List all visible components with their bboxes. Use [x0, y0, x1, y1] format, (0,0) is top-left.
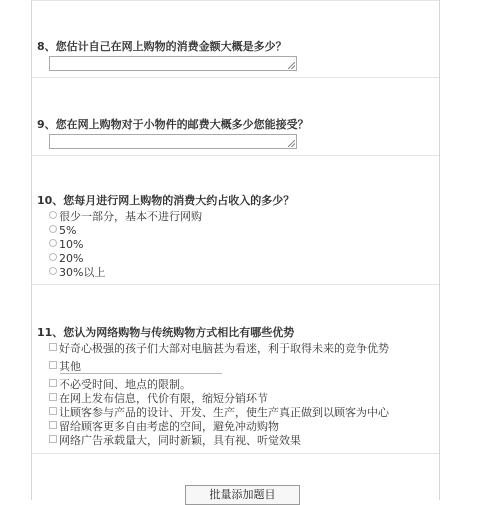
- option-label: 不必受时间、地点的限制。: [59, 378, 191, 391]
- answer-textarea-8[interactable]: [49, 56, 297, 71]
- option-label: 网络广告承载量大，同时新颖，具有视、听觉效果: [59, 434, 301, 447]
- option-label: 10%: [59, 238, 84, 251]
- batch-add-questions-button[interactable]: 批量添加题目: [185, 485, 300, 505]
- separator: [31, 155, 439, 156]
- checkbox-option[interactable]: [49, 434, 301, 447]
- option-label: 20%: [59, 252, 84, 265]
- checkbox-icon[interactable]: [49, 343, 57, 351]
- radio-icon[interactable]: [49, 253, 57, 261]
- radio-option[interactable]: [49, 266, 105, 279]
- checkbox-option[interactable]: [49, 420, 279, 433]
- resize-grip-icon[interactable]: [288, 140, 295, 147]
- checkbox-option-other[interactable]: [49, 360, 81, 373]
- checkbox-icon[interactable]: [49, 379, 57, 387]
- answer-textarea-9[interactable]: [49, 134, 297, 149]
- checkbox-icon[interactable]: [49, 421, 57, 429]
- radio-icon[interactable]: [49, 211, 57, 219]
- resize-grip-icon[interactable]: [288, 62, 295, 69]
- option-label: 很少一部分，基本不进行网购: [59, 210, 202, 223]
- checkbox-icon[interactable]: [49, 407, 57, 415]
- question-title-11: 11、您认为网络购物与传统购物方式相比有哪些优势: [37, 326, 295, 339]
- radio-icon[interactable]: [49, 239, 57, 247]
- separator: [31, 284, 439, 285]
- checkbox-option[interactable]: [49, 342, 389, 355]
- radio-option[interactable]: [49, 210, 202, 223]
- option-label: 5%: [59, 224, 77, 237]
- separator: [31, 0, 439, 1]
- left-border: [31, 0, 32, 500]
- checkbox-option[interactable]: [49, 392, 268, 405]
- radio-icon[interactable]: [49, 267, 57, 275]
- radio-option[interactable]: [49, 224, 76, 237]
- radio-option[interactable]: [49, 238, 83, 251]
- option-label: 其他: [59, 360, 81, 373]
- right-border: [439, 0, 440, 500]
- option-label: 在网上发布信息，代价有限，缩短分销环节: [59, 392, 268, 405]
- option-label: 留给顾客更多自由考虑的空间，避免冲动购物: [59, 420, 279, 433]
- option-label: 让顾客参与产品的设计、开发、生产，使生产真正做到以顾客为中心: [59, 406, 389, 419]
- separator: [31, 453, 439, 454]
- checkbox-icon[interactable]: [49, 435, 57, 443]
- checkbox-icon[interactable]: [49, 393, 57, 401]
- question-title-8: 8、您估计自己在网上购物的消费金额大概是多少？: [37, 40, 287, 53]
- question-title-9: 9、您在网上购物对于小物件的邮费大概多少您能接受？: [37, 118, 309, 131]
- radio-icon[interactable]: [49, 225, 57, 233]
- option-label: 好奇心极强的孩子们大部对电脑甚为看迷，利于取得未来的竞争优势: [59, 342, 389, 355]
- question-title-10: 10、您每月进行网上购物的消费大约占收入的多少？: [37, 194, 295, 207]
- option-label: 30%以上: [59, 266, 106, 279]
- checkbox-option[interactable]: [49, 378, 191, 391]
- checkbox-option[interactable]: [49, 406, 389, 419]
- checkbox-icon[interactable]: [49, 361, 57, 369]
- other-text-input[interactable]: [60, 373, 222, 374]
- radio-option[interactable]: [49, 252, 83, 265]
- separator: [31, 77, 439, 78]
